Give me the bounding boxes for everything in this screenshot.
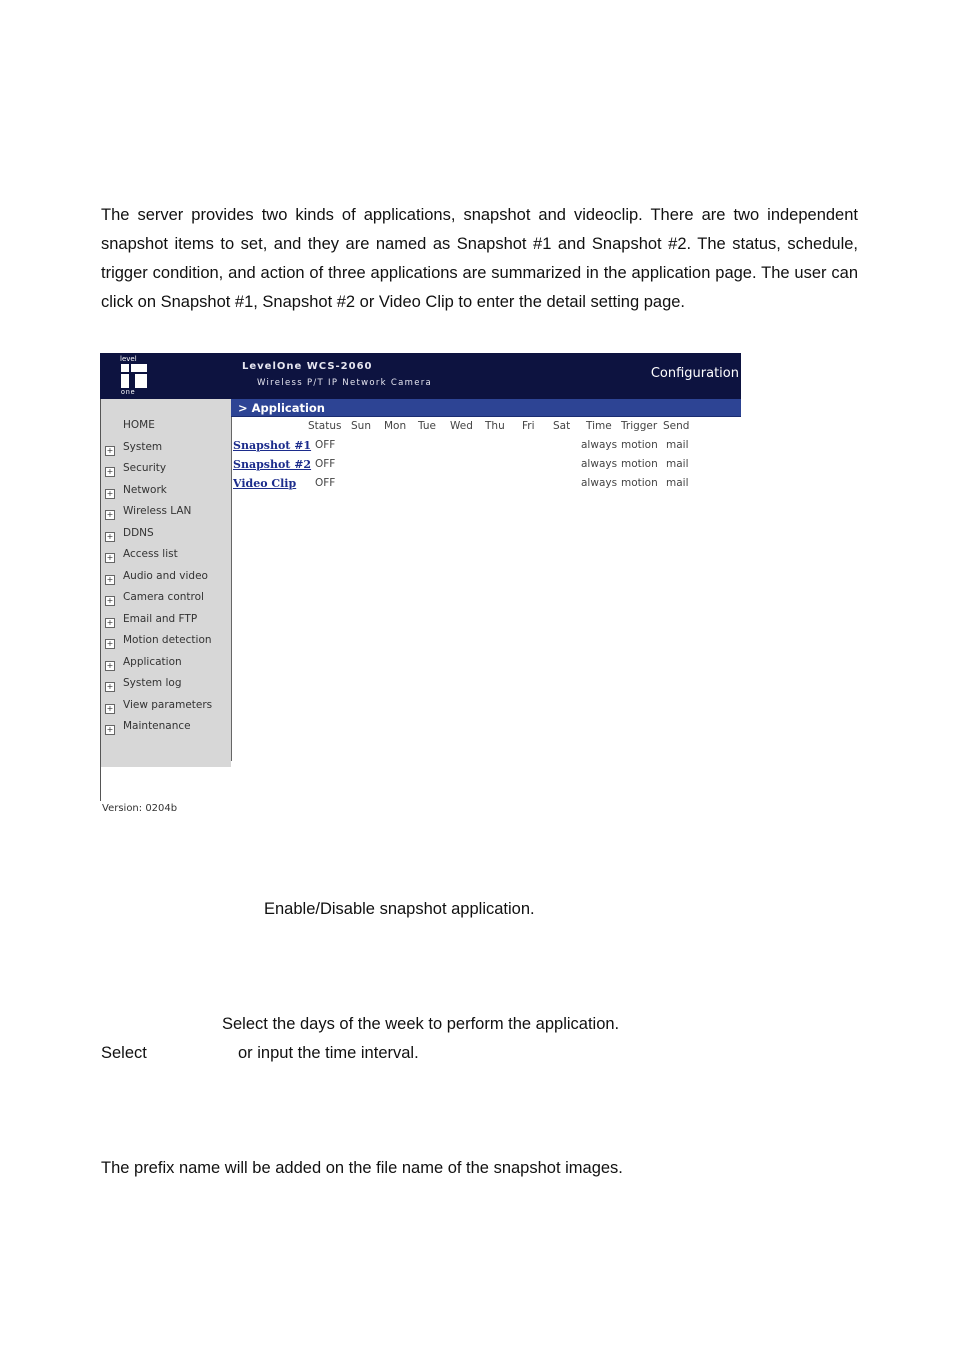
time-description: or input the time interval.: [238, 1044, 419, 1062]
column-header: Sun: [351, 420, 371, 432]
expand-icon[interactable]: +: [106, 489, 114, 498]
row-link[interactable]: Video Clip: [233, 477, 297, 490]
intro-paragraph: The server provides two kinds of applications, snapshot and videoclip. There are two independent snapshot items to set, and they are named as Snapshot #1 and Snapshot #2. The status, schedule, trigger condition, and action of three applications are summarized in the application page. The user can click on Snapshot #1, Snapshot #2 or Video Clip to enter the detail setting page.: [101, 206, 858, 311]
nav-item-label: Camera control: [123, 591, 204, 603]
nav-item-view-parameters[interactable]: [101, 696, 231, 716]
column-header: Mon: [384, 420, 407, 432]
row-trigger: motion: [621, 439, 658, 451]
row-time: always: [581, 477, 618, 489]
row-time: always: [581, 439, 618, 451]
expand-icon[interactable]: +: [106, 618, 114, 627]
column-header: Thu: [485, 420, 505, 432]
nav-item-label: Security: [123, 462, 167, 474]
row-status: OFF: [315, 458, 336, 470]
status-description: Enable/Disable snapshot application.: [264, 900, 535, 918]
row-time: always: [581, 458, 618, 470]
config-screenshot: [100, 353, 741, 814]
row-trigger: motion: [621, 477, 658, 489]
nav-item-system[interactable]: [101, 438, 231, 458]
nav-item-security[interactable]: [101, 459, 231, 479]
nav-item-label: Network: [123, 484, 167, 496]
nav-item-label: Audio and video: [123, 570, 208, 582]
expand-icon[interactable]: +: [106, 553, 114, 562]
product-name: LevelOne WCS-2060: [242, 361, 373, 372]
sidebar: [100, 399, 231, 814]
logo-mark-icon: [121, 364, 147, 388]
row-send: mail: [666, 458, 689, 470]
expand-icon[interactable]: +: [106, 467, 114, 476]
column-header: Wed: [450, 420, 473, 432]
time-select-word: Select: [101, 1044, 147, 1062]
column-header: Trigger: [621, 420, 658, 432]
nav-item-label: System log: [123, 677, 182, 689]
nav-item-audio-and-video[interactable]: [101, 567, 231, 587]
row-send: mail: [666, 477, 689, 489]
breadcrumb: > Application: [238, 401, 325, 415]
expand-icon[interactable]: +: [106, 639, 114, 648]
nav-item-home[interactable]: [101, 416, 231, 436]
nav-item-label: Email and FTP: [123, 613, 198, 625]
row-link[interactable]: Snapshot #2: [233, 458, 312, 471]
column-header: Sat: [553, 420, 571, 432]
section-header: [231, 399, 741, 417]
nav-item-label: Application: [123, 656, 182, 668]
nav-item-label: Maintenance: [123, 720, 191, 732]
column-header: Tue: [418, 420, 436, 432]
banner: [100, 353, 741, 399]
configuration-title: Configuration: [650, 366, 739, 381]
product-subtitle: Wireless P/T IP Network Camera: [257, 378, 433, 388]
column-header: Fri: [522, 420, 535, 432]
nav-item-maintenance[interactable]: [101, 717, 231, 737]
row-status: OFF: [315, 439, 336, 451]
nav-item-label: DDNS: [123, 527, 154, 539]
row-status: OFF: [315, 477, 336, 489]
expand-icon[interactable]: +: [106, 704, 114, 713]
nav-item-wireless-lan[interactable]: [101, 502, 231, 522]
levelone-logo: level one: [118, 355, 150, 397]
nav-item-label: View parameters: [123, 699, 213, 711]
nav-item-camera-control[interactable]: [101, 588, 231, 608]
column-header: Send: [663, 420, 690, 432]
nav-item-motion-detection[interactable]: [101, 631, 231, 651]
nav-item-access-list[interactable]: [101, 545, 231, 565]
column-header: Status: [308, 420, 342, 432]
expand-icon[interactable]: +: [106, 596, 114, 605]
expand-icon[interactable]: +: [106, 575, 114, 584]
column-header: Time: [586, 420, 612, 432]
expand-icon[interactable]: +: [106, 532, 114, 541]
expand-icon[interactable]: +: [106, 682, 114, 691]
nav-item-email-and-ftp[interactable]: [101, 610, 231, 630]
nav-item-ddns[interactable]: [101, 524, 231, 544]
nav-item-label: System: [123, 441, 163, 453]
nav-item-application[interactable]: [101, 653, 231, 673]
expand-icon[interactable]: +: [106, 510, 114, 519]
nav-item-label: HOME: [123, 419, 155, 431]
expand-icon[interactable]: +: [106, 725, 114, 734]
nav-item-label: Access list: [123, 548, 178, 560]
row-send: mail: [666, 439, 689, 451]
row-link[interactable]: Snapshot #1: [233, 439, 312, 452]
prefix-description: The prefix name will be added on the file name of the snapshot images.: [101, 1159, 623, 1177]
nav-item-network[interactable]: [101, 481, 231, 501]
nav-item-system-log[interactable]: [101, 674, 231, 694]
expand-icon[interactable]: +: [106, 446, 114, 455]
expand-icon[interactable]: +: [106, 661, 114, 670]
nav-item-label: Wireless LAN: [123, 505, 192, 517]
version-label: Version: 0204b: [102, 803, 178, 814]
row-trigger: motion: [621, 458, 658, 470]
nav-item-label: Motion detection: [123, 634, 212, 646]
days-description: Select the days of the week to perform the application.: [222, 1015, 620, 1033]
